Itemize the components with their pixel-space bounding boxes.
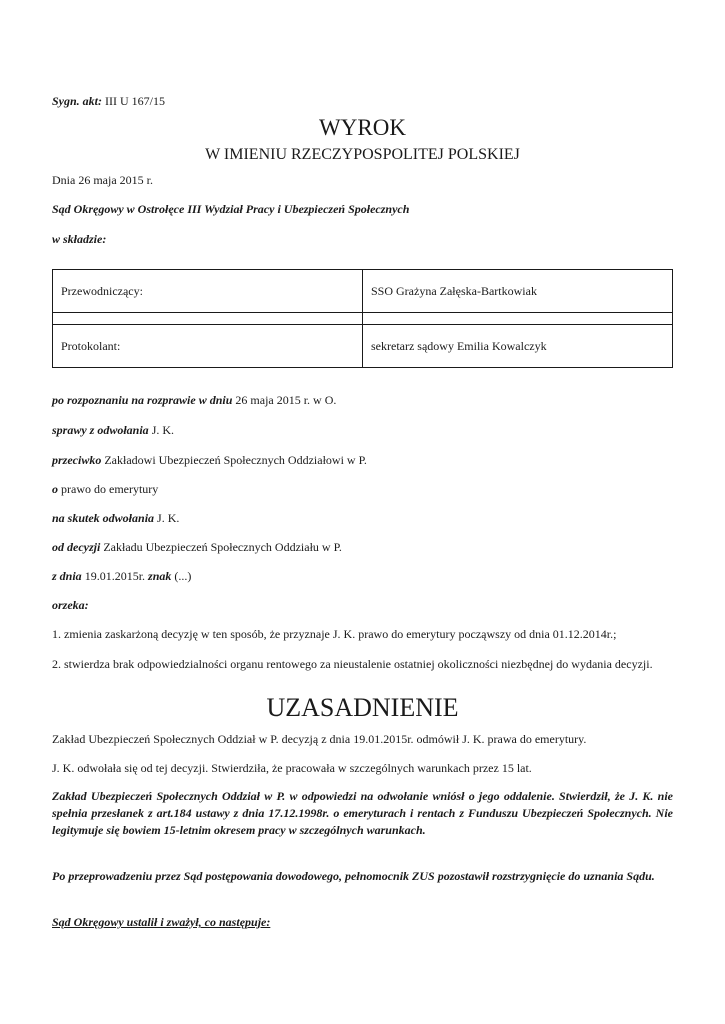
- table-row: [53, 313, 673, 325]
- composition-label: w składzie:: [52, 232, 107, 246]
- findings-heading: [52, 914, 673, 931]
- subject-value: prawo do emerytury: [58, 482, 159, 496]
- document-subtitle: W IMIENIU RZECZYPOSPOLITEJ POLSKIEJ: [205, 146, 520, 163]
- role-cell: Protokolant:: [53, 325, 363, 368]
- against-value: Zakładowi Ubezpieczeń Społecznych Oddziałowi w P.: [101, 453, 367, 467]
- case-signature-value: III U 167/15: [102, 94, 166, 108]
- decision-date-line: [52, 568, 673, 585]
- decision-value: Zakładu Ubezpieczeń Społecznych Oddziału w P.: [100, 540, 342, 554]
- justification-paragraph: Zakład Ubezpieczeń Społecznych Oddział w P. decyzją z dnia 19.01.2015r. odmówił J. K. prawa do emerytury.: [52, 732, 587, 746]
- person-cell: SSO Grażyna Załęska-Bartkowiak: [363, 270, 673, 313]
- date-label: z dnia: [52, 569, 82, 583]
- result-line: [52, 510, 673, 527]
- table-row: [53, 325, 673, 368]
- person-cell: sekretarz sądowy Emilia Kowalczyk: [363, 325, 673, 368]
- hearing-label: po rozpoznaniu na rozprawie w dniu: [52, 393, 233, 407]
- appeal-line: [52, 422, 673, 439]
- decision-label: od decyzji: [52, 540, 101, 554]
- hearing-value: 26 maja 2015 r. w O.: [232, 393, 337, 407]
- against-line: [52, 452, 673, 469]
- decision-line: [52, 539, 673, 556]
- result-label: na skutek odwołania: [52, 511, 155, 525]
- document-title: WYROK: [319, 115, 406, 140]
- justification-paragraph: Zakład Ubezpieczeń Społecznych Oddział w P. w odpowiedzi na odwołanie wniósł o jego oddalenie. Stwierdził, że J. K. nie spełnia przesłanek z art.184 ustawy z dnia 17.12.1998r. o emeryturach i rentach z Funduszu Ubezpieczeń Społecznych. Nie legitymuje się bowiem 15-letnim okresem pracy w szczególnych warunkach.: [52, 789, 673, 837]
- case-signature-label: Sygn. akt:: [52, 94, 103, 108]
- result-value: J. K.: [154, 511, 180, 525]
- role-cell: Przewodniczący:: [53, 270, 363, 313]
- role-cell: [53, 313, 363, 325]
- person-cell: [363, 313, 673, 325]
- justification-paragraph: J. K. odwołała się od tej decyzji. Stwierdziła, że pracowała w szczególnych warunkach przez 15 lat.: [52, 761, 532, 775]
- date-line: Dnia 26 maja 2015 r.: [52, 173, 153, 187]
- findings-heading-text: Sąd Okręgowy ustalił i zważył, co następuje:: [52, 915, 271, 929]
- table-row: [53, 270, 673, 313]
- hearing-line: [52, 392, 673, 409]
- case-signature: [52, 93, 165, 110]
- ruling-label: orzeka:: [52, 598, 89, 612]
- appeal-label: sprawy z odwołania: [52, 423, 149, 437]
- justification-paragraph: Po przeprowadzeniu przez Sąd postępowania dowodowego, pełnomocnik ZUS pozostawił rozstrzygnięcie do uznania Sądu.: [52, 869, 655, 883]
- court-name: Sąd Okręgowy w Ostrołęce III Wydział Pracy i Ubezpieczeń Społecznych: [52, 202, 410, 216]
- subject-line: [52, 481, 673, 498]
- date-value: 19.01.2015r.: [81, 569, 149, 583]
- reference-label: znak: [148, 569, 172, 583]
- composition-table: [52, 269, 673, 368]
- reference-value: (...): [171, 569, 192, 583]
- appeal-value: J. K.: [148, 423, 175, 437]
- against-label: przeciwko: [52, 453, 102, 467]
- subject-label: o: [52, 482, 58, 496]
- ruling-item: 1. zmienia zaskarżoną decyzję w ten sposób, że przyznaje J. K. prawo do emerytury począwszy od dnia 01.12.2014r.;: [52, 627, 617, 641]
- justification-title: UZASADNIENIE: [266, 693, 459, 722]
- ruling-item: 2. stwierdza brak odpowiedzialności organu rentowego za nieustalenie ostatniej okoliczności niezbędnej do wydania decyzji.: [52, 657, 653, 671]
